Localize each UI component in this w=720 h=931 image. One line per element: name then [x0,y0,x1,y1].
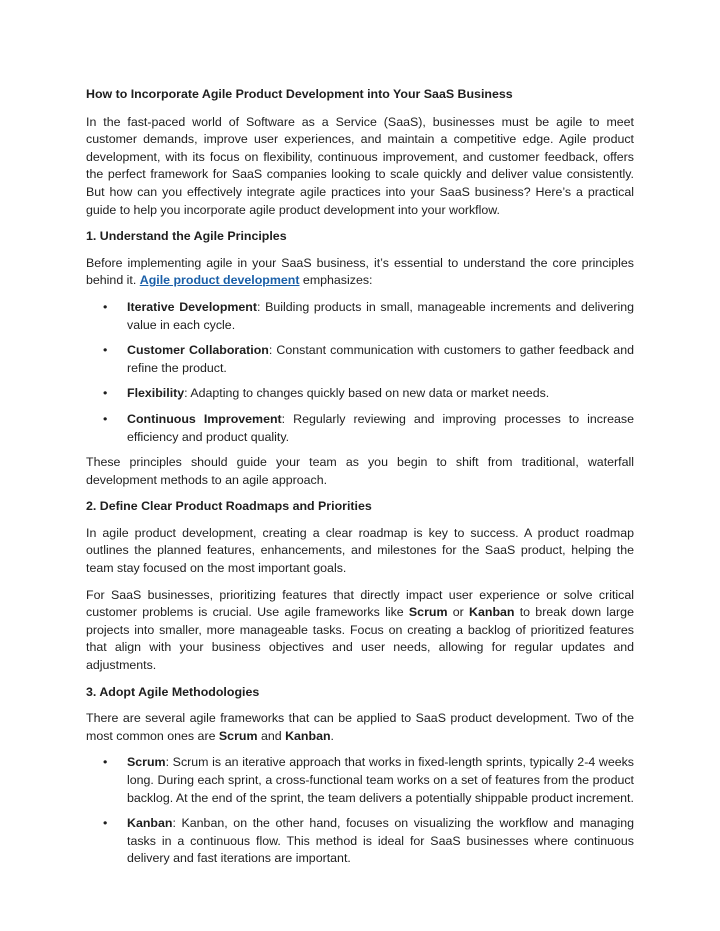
list-item-term: Flexibility [127,386,185,401]
list-item [86,385,634,403]
scrum-term: Scrum [218,728,258,743]
list-item [86,815,634,868]
list-item-text: : Constant communication with customers to gather feedback and refine the product. [127,343,634,375]
intro-paragraph: In the fast-paced world of Software as a Service (SaaS), businesses must be agile to meet customer demands, improve user experiences, and maintain a competitive edge. Agile product development, with its focus on flexibility, continuous improvement, and customer feedback, offers the perfect framework for SaaS companies looking to scale quickly and deliver value consistently. But how can you effectively integrate agile practices into your SaaS business? Here’s a practical guide to help you incorporate agile product development into your workflow. [86,114,634,217]
section-1-lead [86,255,634,290]
bullet-icon: • [103,386,108,401]
paragraph-text: or [452,605,464,620]
agile-product-development-link[interactable]: Agile product development [139,273,300,288]
list-item-term: Kanban [127,816,173,831]
section-1-heading: 1. Understand the Agile Principles [86,229,287,244]
bullet-icon: • [103,411,108,426]
bullet-icon: • [103,299,108,314]
bullet-icon: • [103,343,108,358]
kanban-term: Kanban [285,728,331,743]
list-item [86,299,634,334]
section-3-intro [86,710,634,745]
paragraph-text: and [260,728,282,743]
methodologies-list [86,754,634,868]
section-1-lead-text: Before implementing agile in your SaaS business, it’s essential to understand the core principles behind it. [86,255,634,288]
scrum-term: Scrum [408,605,448,620]
list-item-term: Customer Collaboration [127,343,269,358]
kanban-term: Kanban [469,605,515,620]
list-item-term: Iterative Development [127,299,258,314]
list-item-text: : Building products in small, manageable increments and delivering value in each cycle. [127,299,634,332]
paragraph-text: to break down large projects into smaller, more manageable tasks. Focus on creating a backlog of prioritized features that align with your business objectives and user needs, allowing for regular updates and adjustments. [86,605,634,673]
list-item-term: Scrum [127,755,166,770]
bullet-icon: • [103,755,108,770]
list-item [86,342,634,377]
bullet-icon: • [103,816,108,831]
section-1-lead-end: emphasizes: [302,273,373,288]
paragraph-text: There are several agile frameworks that can be applied to SaaS product development. Two of the most common ones are [86,711,634,743]
section-2-heading: 2. Define Clear Product Roadmaps and Priorities [86,499,372,514]
section-2-paragraph-1: In agile product development, creating a clear roadmap is key to success. A product roadmap outlines the planned features, enhancements, and milestones for the SaaS product, helping the team stay focused on the most important goals. [86,525,634,576]
page-title: How to Incorporate Agile Product Development into Your SaaS Business [86,87,513,101]
list-item-text: : Regularly reviewing and improving processes to increase efficiency and product quality. [127,411,634,444]
list-item-text: : Scrum is an iterative approach that works in fixed-length sprints, typically 2-4 weeks long. During each sprint, a cross-functional team works on a set of features from the product backlog. At the end of the sprint, the team delivers a potentially shippable product increment. [127,755,634,805]
list-item-text: : Adapting to changes quickly based on new data or market needs. [184,386,550,401]
list-item-text: : Kanban, on the other hand, focuses on visualizing the workflow and managing tasks in a continuous flow. This method is ideal for SaaS businesses where continuous delivery and fast iterations are important. [127,816,634,866]
list-item-term: Continuous Improvement [127,411,282,426]
list-item [86,754,634,807]
paragraph-text: For SaaS businesses, prioritizing features that directly impact user experience or solve critical customer problems is crucial. Use agile frameworks like [86,587,634,620]
section-3-heading: 3. Adopt Agile Methodologies [86,684,260,699]
section-1-closing: These principles should guide your team as you begin to shift from traditional, waterfall development methods to an agile approach. [86,455,634,487]
section-2-paragraph-2 [86,587,634,675]
paragraph-text: . [330,728,334,743]
principles-list [86,299,634,446]
list-item [86,411,634,446]
